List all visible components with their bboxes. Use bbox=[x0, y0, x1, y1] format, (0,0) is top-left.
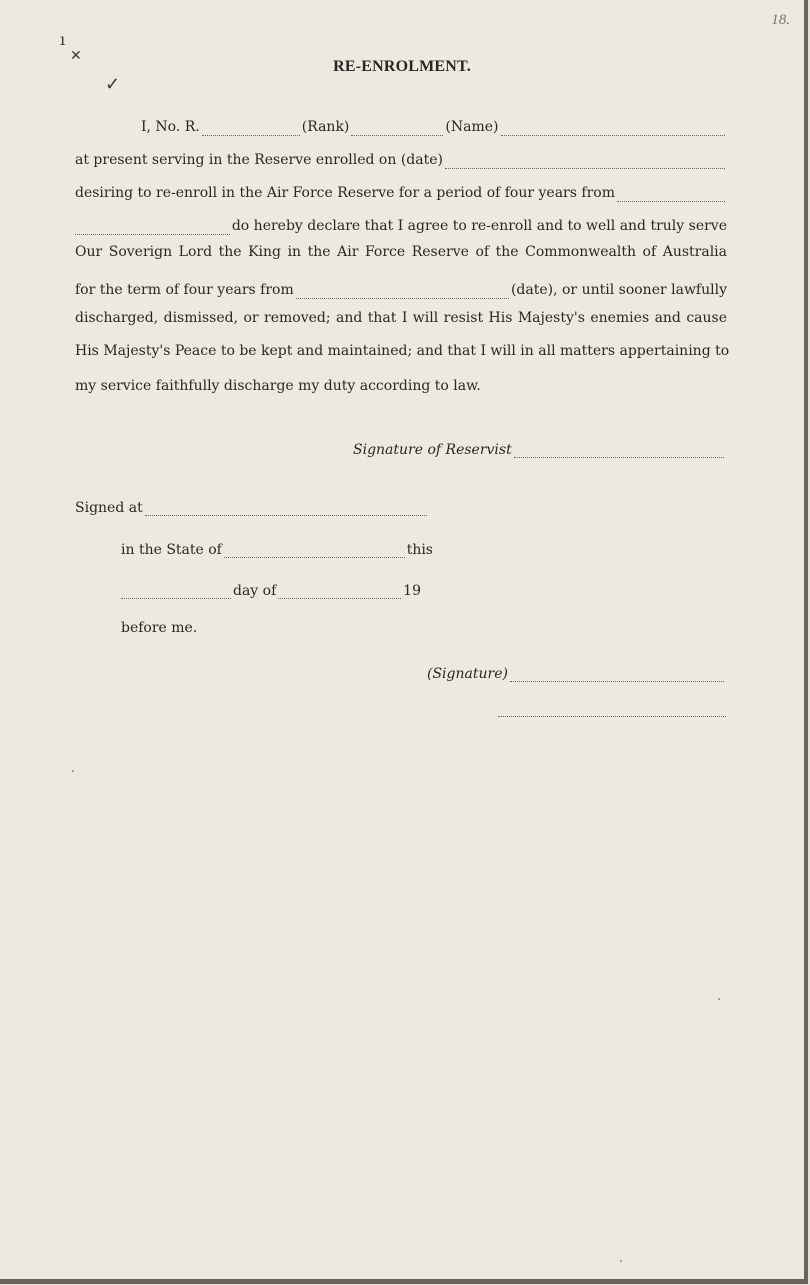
witness-signature-field[interactable] bbox=[510, 669, 724, 682]
declaration-line-5: Our Soverign Lord the King in the Air Force Reserve of the Commonwealth of Australia bbox=[75, 244, 727, 260]
this-label: this bbox=[406, 542, 433, 558]
service-number-label: I, No. R. bbox=[141, 119, 200, 135]
service-number-field[interactable] bbox=[202, 123, 300, 136]
state-field[interactable] bbox=[224, 545, 405, 558]
declaration-line-8: His Majesty's Peace to be kept and maintained; and that I will in all matters appertaining to bbox=[75, 343, 730, 359]
declaration-line-3 bbox=[75, 180, 727, 202]
tick-mark: ✓ bbox=[105, 74, 121, 95]
declaration-line-9-text: my service faithfully discharge my duty according to law. bbox=[75, 378, 481, 394]
name-field[interactable] bbox=[501, 123, 726, 136]
reservist-signature-row bbox=[353, 442, 726, 458]
declaration-line-1 bbox=[75, 114, 727, 136]
declaration-line-6 bbox=[75, 277, 727, 299]
reservist-signature-field[interactable] bbox=[514, 445, 724, 458]
witness-signature-row bbox=[427, 666, 726, 682]
re-enroll-period-label: desiring to re-enroll in the Air Force Reserve for a period of four years from bbox=[75, 185, 615, 201]
declaration-line-9 bbox=[75, 373, 727, 395]
signed-at-row bbox=[75, 500, 429, 516]
day-of-label: day of bbox=[233, 583, 277, 599]
date-row bbox=[121, 583, 421, 599]
year-prefix: 19 bbox=[403, 583, 421, 599]
name-label: (Name) bbox=[445, 119, 499, 135]
declaration-line-7: discharged, dismissed, or removed; and that I will resist His Majesty's enemies and cause bbox=[75, 310, 727, 326]
paper-speck bbox=[620, 1260, 622, 1262]
paper-speck bbox=[72, 770, 74, 772]
state-row bbox=[121, 542, 433, 558]
enrolled-date-field[interactable] bbox=[445, 156, 725, 169]
signed-at-label: Signed at bbox=[75, 500, 143, 516]
before-me-row bbox=[121, 620, 197, 636]
month-field[interactable] bbox=[278, 586, 401, 599]
day-field[interactable] bbox=[121, 586, 231, 599]
stray-mark: ı bbox=[60, 30, 66, 49]
state-label: in the State of bbox=[121, 542, 222, 558]
stray-mark: ✕ bbox=[70, 48, 82, 64]
form-title: RE-ENROLMENT. bbox=[333, 58, 471, 75]
rank-label: (Rank) bbox=[301, 119, 350, 135]
page-number-mark: 18. bbox=[771, 12, 790, 28]
term-from-date-field[interactable] bbox=[296, 286, 509, 299]
paper-speck bbox=[718, 998, 720, 1000]
witness-signature-label: (Signature) bbox=[427, 666, 508, 682]
before-me-label: before me. bbox=[121, 620, 198, 636]
term-label: for the term of four years from bbox=[75, 282, 294, 298]
signed-at-field[interactable] bbox=[145, 503, 427, 516]
term-end-text: (date), or until sooner lawfully bbox=[510, 282, 727, 298]
declaration-line-2 bbox=[75, 147, 727, 169]
reservist-signature-label: Signature of Reservist bbox=[353, 442, 512, 458]
enrolled-on-label: at present serving in the Reserve enrolled on (date) bbox=[75, 152, 443, 168]
period-from-field-cont[interactable] bbox=[75, 222, 230, 235]
declaration-line-4 bbox=[75, 213, 727, 235]
witness-title-field[interactable] bbox=[498, 716, 726, 717]
declare-text: do hereby declare that I agree to re-enroll and to well and truly serve bbox=[231, 218, 727, 234]
rank-field[interactable] bbox=[351, 123, 443, 136]
period-from-field[interactable] bbox=[617, 189, 725, 202]
